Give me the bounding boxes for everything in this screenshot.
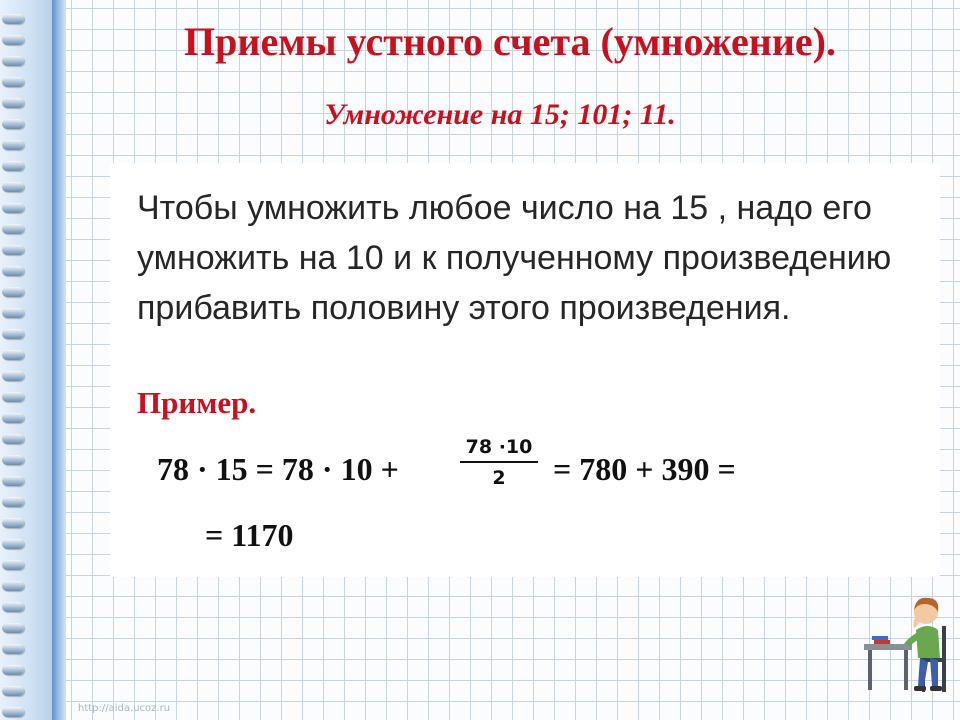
spiral-ring <box>2 434 24 444</box>
spiral-ring <box>2 224 24 234</box>
spiral-ring <box>2 14 24 24</box>
spiral-ring <box>2 161 24 171</box>
spiral-ring <box>2 476 24 486</box>
spiral-ring <box>2 644 24 654</box>
spiral-ring <box>2 518 24 528</box>
spiral-ring <box>2 560 24 570</box>
spiral-ring <box>2 329 24 339</box>
spiral-ring <box>2 140 24 150</box>
spiral-ring <box>2 287 24 297</box>
spiral-ring <box>2 602 24 612</box>
spiral-ring <box>2 182 24 192</box>
chair-back <box>942 626 946 692</box>
notebook-margin-line <box>52 0 66 720</box>
spiral-ring <box>2 56 24 66</box>
spiral-ring <box>2 119 24 129</box>
boy-leg <box>918 658 928 686</box>
boy-shoe <box>930 686 942 691</box>
boy-at-desk-icon <box>858 586 954 694</box>
spiral-ring <box>2 623 24 633</box>
watermark: http://aida.ucoz.ru <box>78 703 171 714</box>
notebook-spine <box>0 0 52 720</box>
spiral-ring <box>2 497 24 507</box>
spiral-ring <box>2 371 24 381</box>
spiral-ring <box>2 539 24 549</box>
fraction-denominator: 2 <box>492 467 506 489</box>
spiral-ring <box>2 203 24 213</box>
spiral-ring <box>2 455 24 465</box>
spiral-ring <box>2 686 24 696</box>
spiral-ring <box>2 392 24 402</box>
content-card <box>110 163 940 577</box>
spiral-ring <box>2 707 24 717</box>
boy-shirt <box>916 626 940 658</box>
spiral-ring <box>2 581 24 591</box>
example-label: Пример. <box>137 385 257 420</box>
boy-leg <box>930 658 938 686</box>
spiral-ring <box>2 413 24 423</box>
slide-title: Приемы устного счета (умножение). <box>184 19 836 64</box>
spiral-ring <box>2 98 24 108</box>
spiral-ring <box>2 266 24 276</box>
book <box>874 640 890 644</box>
spiral-ring <box>2 665 24 675</box>
slide-subtitle: Умножение на 15; 101; 11. <box>324 98 676 131</box>
spiral-ring <box>2 308 24 318</box>
equation-left: 78 · 15 = 78 · 10 + <box>157 451 399 487</box>
book <box>872 636 888 640</box>
desk-leg <box>868 650 872 690</box>
desk-leg <box>904 650 908 690</box>
spiral-ring <box>2 35 24 45</box>
rule-text: Чтобы умножить любое число на 15 , надо его умножить на 10 и к полученному произведению прибавить половину этого произведения. <box>137 189 892 327</box>
boy-shoe <box>914 686 926 691</box>
equation-result: = 1170 <box>205 517 294 553</box>
fraction-numerator: 78 ·10 <box>465 436 533 458</box>
spiral-ring <box>2 350 24 360</box>
equation-right: = 780 + 390 = <box>553 451 736 487</box>
spiral-ring <box>2 77 24 87</box>
equation-fraction <box>458 436 540 490</box>
desk-top <box>864 644 912 650</box>
spiral-ring <box>2 245 24 255</box>
